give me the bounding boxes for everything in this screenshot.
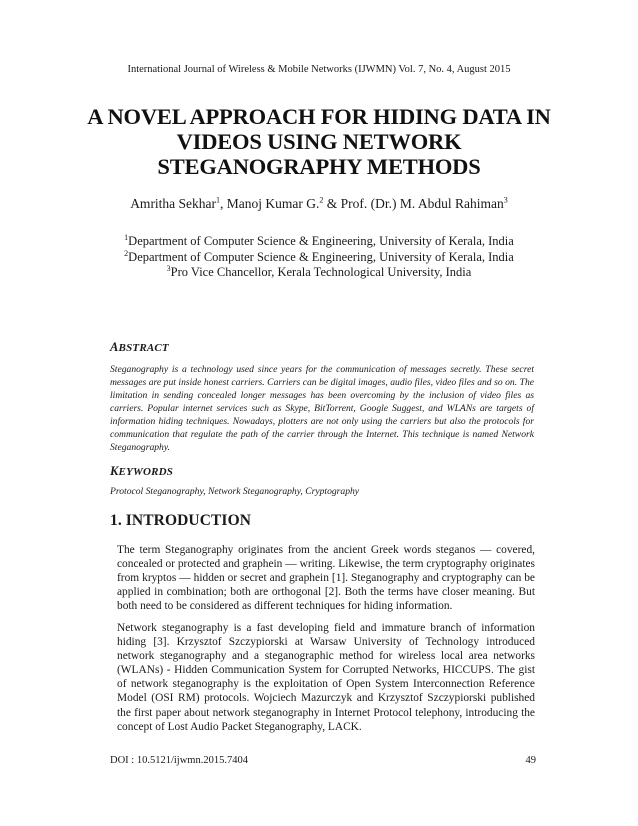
author-2-name: Manoj Kumar G. [226,196,320,211]
introduction-paragraph-2: Network steganography is a fast developing field and immature branch of information hiding [3]. Krzysztof Szczypiorski at Warsaw University of Technology introduced network steganography and a steganographic method for wireless local area networks (WLANs) - Hidden Communication System for Corrupted Networks, HICCUPS. The gist of network steganography is the exploitation of Open System Interconnection Reference Model (OSI RM) protocols. Wojciech Mazurczyk and Krzysztof Szczypiorski published the first paper about network steganography in Internet Protocol telephony, introducing the concept of Lost Audio Packet Steganography, LACK. [117,622,535,733]
keywords-text: Protocol Steganography, Network Steganography, Cryptography [110,486,360,497]
affiliation-1 [0,234,638,250]
author-1-sup: 1 [216,195,221,205]
affiliation-3-sup: 3 [166,263,171,273]
author-2-sup: 2 [319,195,324,205]
introduction-heading: 1. INTRODUCTION [110,512,252,529]
affiliation-1-text: Department of Computer Science & Engineering, University of Kerala, India [128,234,514,248]
title-line-2: VIDEOS USING NETWORK [176,129,462,154]
affiliations [0,234,638,281]
author-list [0,196,638,212]
page-number: 49 [525,755,536,766]
abstract-heading-initial: A [110,340,119,354]
abstract-text: Steganography is a technology used since years for the communication of messages secretly. These secret messages are put inside honest carriers. Carriers can be digital images, audio files, video files and so on. The limitation in sending concealed longer messages has been overcoming by the inclusion of video files as carriers. Popular internet services such as Skype, BitTorrent, Google Suggest, and WLANs are targets of information hiding techniques. Nowadays, plotters are not only using the carriers but also the protocols for communication that regulate the path of the carrier through the Internet. This technique is named Network Steganography. [110,364,534,453]
affiliation-2 [0,250,638,266]
affiliation-3-text: Pro Vice Chancellor, Kerala Technological University, India [170,265,472,279]
affiliation-1-sup: 1 [124,232,129,242]
keywords-heading-initial: K [110,464,119,478]
title-line-3: STEGANOGRAPHY METHODS [157,154,481,179]
abstract-heading-rest: BSTRACT [118,342,169,354]
author-1-sep: , [220,196,227,211]
author-3-name: Prof. (Dr.) M. Abdul Rahiman [340,196,504,211]
keywords-heading-rest: EYWORDS [118,466,174,478]
author-3-sup: 3 [503,195,508,205]
author-1-name: Amritha Sekhar [130,196,217,211]
affiliation-3 [0,265,638,281]
doi: DOI : 10.5121/ijwmn.2015.7404 [110,755,248,766]
introduction-paragraph-1: The term Steganography originates from the ancient Greek words steganos ― covered, concealed or protected and graphein ― writing. Likewise, the term cryptography originates from kryptos ― hidden or secret and graphein [1]. Steganography and cryptography can be applied in combination; both are orthogonal [2]. Both the terms have closer meaning. But both need to be considered as different techniques for hiding information. [117,544,535,613]
journal-header: International Journal of Wireless & Mobile Networks (IJWMN) Vol. 7, No. 4, August 2015 [127,64,511,75]
paper-title [60,104,578,179]
affiliation-2-text: Department of Computer Science & Engineering, University of Kerala, India [128,249,514,264]
keywords-heading [110,464,173,479]
abstract-heading [110,340,169,355]
affiliation-2-sup: 2 [124,248,129,258]
title-line-1: A NOVEL APPROACH FOR HIDING DATA IN [87,104,551,129]
author-2-sep: & [323,196,341,211]
